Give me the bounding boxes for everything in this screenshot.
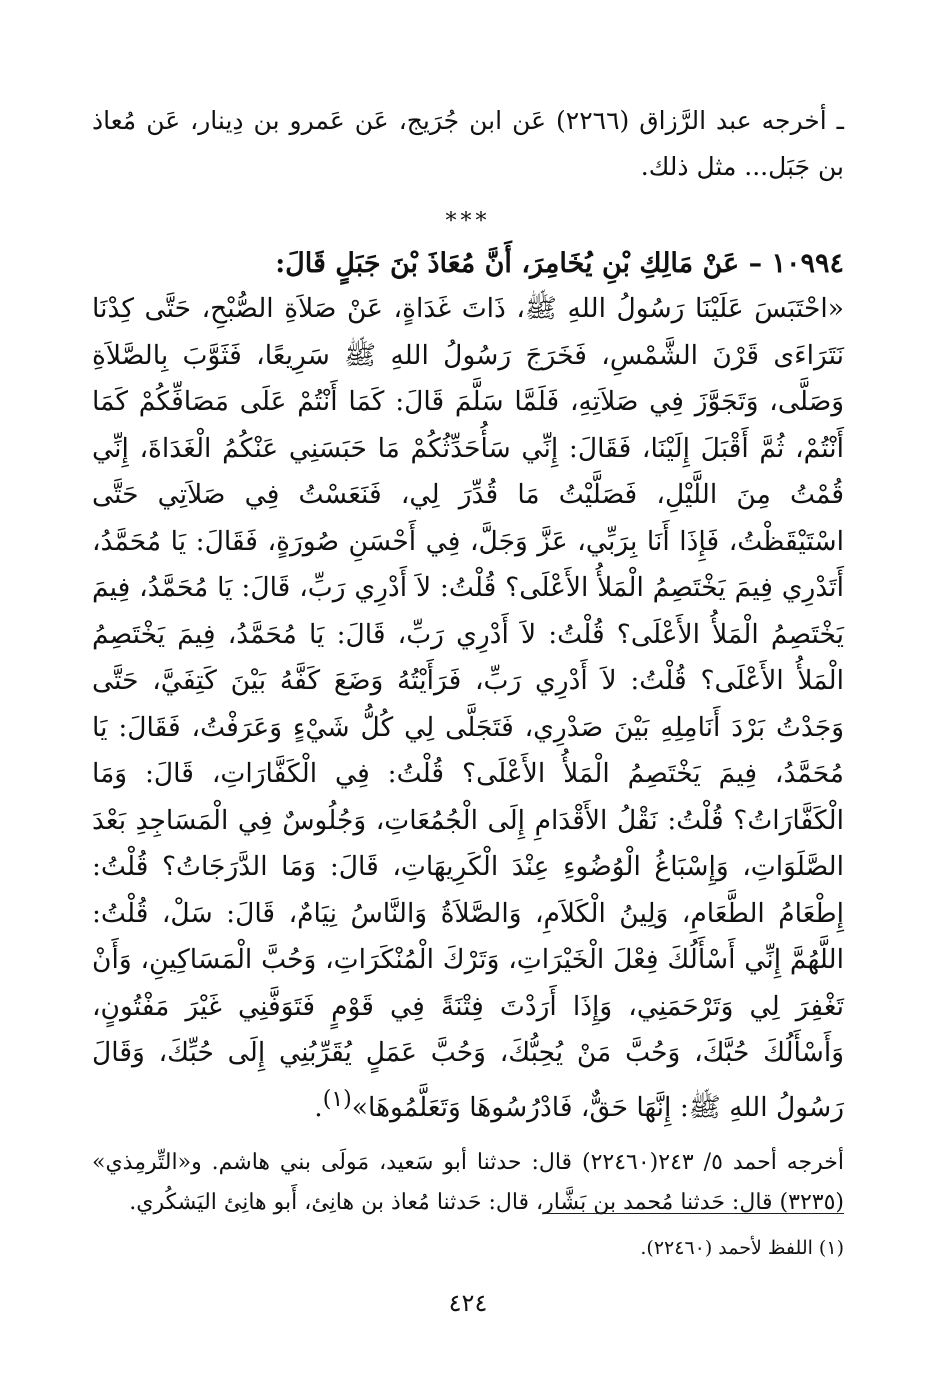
hadith-body: «احْتَبَسَ عَلَيْنَا رَسُولُ اللهِ ﷺ، ذَاتَ غَدَاةٍ، عَنْ صَلاَةِ الصُّبْحِ، حَتَّى كِدْنَا نَتَرَاءَى قَرْنَ الشَّمْسِ، فَخَرَجَ رَسُولُ اللهِ ﷺ سَرِيعًا، فَثَوَّبَ بِالصَّلاَةِ وَصَلَّى، وَتَجَوَّزَ فِي صَلاَتِهِ، فَلَمَّا سَلَّمَ قَالَ: كَمَا أَنْتُمْ عَلَى مَصَافِّكُمْ كَمَا أَنْتُمْ، ثُمَّ أَقْبَلَ إِلَيْنَا، فَقَالَ: إِنِّي سَأُحَدِّثُكُمْ مَا حَبَسَنِي عَنْكُمُ الْغَدَاةَ، إِنِّي قُمْتُ مِنَ اللَّيْلِ، فَصَلَّيْتُ مَا قُدِّرَ لِي، فَنَعَسْتُ فِي صَلاَتِي حَتَّى اسْتَيْقَظْتُ، فَإِذَا أَنَا بِرَبِّي، عَزَّ وَجَلَّ، فِي أَحْسَنِ صُورَةٍ، فَقَالَ: يَا مُحَمَّدُ، أَتَدْرِي فِيمَ يَخْتَصِمُ الْمَلأُ الأَعْلَى؟ قُلْتُ: لاَ أَدْرِي رَبِّ، قَالَ: يَا مُحَمَّدُ، فِيمَ يَخْتَصِمُ الْمَلأُ الأَعْلَى؟ قُلْتُ: لاَ أَدْرِي رَبِّ، قَالَ: يَا مُحَمَّدُ، فِيمَ يَخْتَصِمُ الْمَلأُ الأَعْلَى؟ قُلْتُ: لاَ أَدْرِي رَبِّ، فَرَأَيْتُهُ وَضَعَ كَفَّهُ بَيْنَ كَتِفَيَّ، حَتَّى وَجَدْتُ بَرْدَ أَنَامِلِهِ بَيْنَ صَدْرِي، فَتَجَلَّى لِي كُلُّ شَيْءٍ وَعَرَفْتُ، فَقَالَ: يَا مُحَمَّدُ، فِيمَ يَخْتَصِمُ الْمَلأُ الأَعْلَى؟ قُلْتُ: فِي الْكَفَّارَاتِ، قَالَ: وَمَا الْكَفَّارَاتُ؟ قُلْتُ: نَقْلُ الأَقْدَامِ إِلَى الْجُمُعَاتِ، وَجُلُوسٌ فِي الْمَسَاجِدِ بَعْدَ الصَّلَوَاتِ، وَإِسْبَاغُ الْوُضُوءِ عِنْدَ الْكَرِيهَاتِ، قَالَ: وَمَا الدَّرَجَاتُ؟ قُلْتُ: إِطْعَامُ الطَّعَامِ، وَلِينُ الْكَلاَمِ، وَالصَّلاَةُ وَالنَّاسُ نِيَامٌ، قَالَ: سَلْ، قُلْتُ: اللَّهُمَّ إِنِّي أَسْأَلُكَ فِعْلَ الْخَيْرَاتِ، وَتَرْكَ الْمُنْكَرَاتِ، وَحُبَّ الْمَسَاكِينِ، وَأَنْ تَغْفِرَ لِي وَتَرْحَمَنِي، وَإِذَا أَرَدْتَ فِتْنَةً فِي قَوْمٍ فَتَوَفَّنِي غَيْرَ مَفْتُونٍ، وَأَسْأَلُكَ حُبَّكَ، وَحُبَّ مَنْ يُحِبُّكَ، وَحُبَّ عَمَلٍ يُقَرِّبُنِي إِلَى حُبِّكَ، وَقَالَ رَسُولُ اللهِ ﷺ: إِنَّهَا حَقٌّ، فَادْرُسُوهَا وَتَعَلَّمُوهَا» — [92, 293, 844, 1123]
footnote: (١) اللفظ لأحمد (٢٢٤٦٠). — [640, 1237, 844, 1259]
hadith-heading — [92, 242, 844, 286]
takhrij-paragraph: أخرجه أحمد ٥/ ٢٤٣(٢٢٤٦٠) قال: حدثنا أبو سَعيد، مَولَى بني هاشم. و«التِّرمِذي» (٣٢٣٥) قال: حَدثنا مُحمد بن بَشَّار، قال: حَدثنا مُعاذ بن هانِئ، أَبو هانِئ اليَشكُري. — [92, 1149, 844, 1215]
hadith-dash: – — [748, 248, 763, 279]
footnote-marker: (١) — [322, 1086, 352, 1112]
section-separator: *** — [445, 209, 491, 234]
hadith-number: ١٠٩٩٤ — [771, 248, 844, 279]
hadith-text — [92, 286, 844, 1131]
hadith-chain: عَنْ مَالِكِ بْنِ يُخَامِرَ، أَنَّ مُعَاذَ بْنَ جَبَلٍ قَالَ: — [275, 248, 740, 279]
book-page — [92, 98, 844, 1342]
footnote-divider — [546, 1213, 844, 1214]
page-number: ٤٢٤ — [448, 1289, 488, 1317]
hadith-end-mark: . — [314, 1091, 323, 1123]
intro-paragraph: ـ أخرجه عبد الرَّزاق (٢٢٦٦) عَن ابن جُرَيج، عَن عَمرو بن دِينار، عَن مُعاذ بن جَبَل... مثل ذلك. — [92, 106, 844, 181]
